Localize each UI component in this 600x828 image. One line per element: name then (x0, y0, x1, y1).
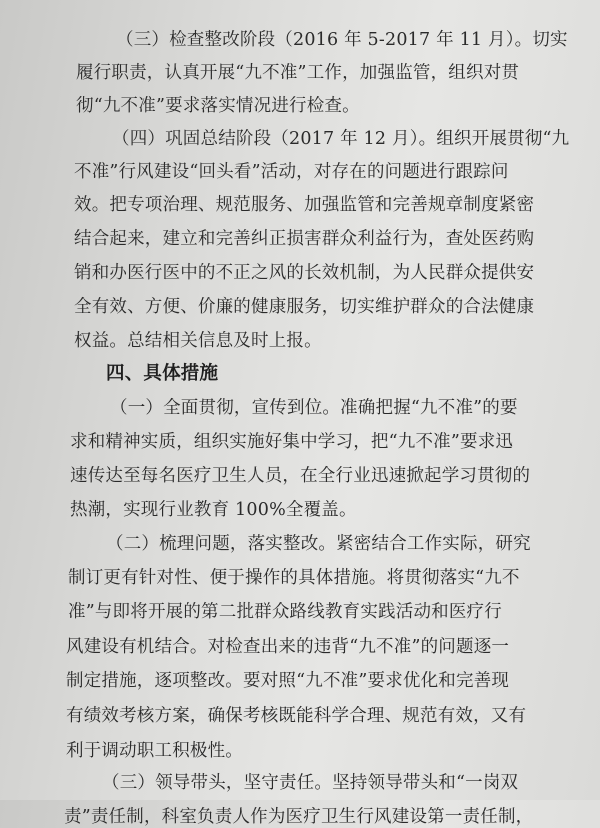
text-line: （二）梳理问题，落实整改。紧密结合工作实际，研究 (106, 534, 531, 554)
text-line: 风建设有机结合。对检查出来的违背“九不准”的问题逐一 (66, 637, 510, 657)
text-line: 销和办医行医中的不正之风的长效机制，为人民群众提供安 (74, 263, 535, 283)
text-line: 全有效、方便、价廉的健康服务，切实维护群众的合法健康 (74, 297, 535, 317)
text-line: 履行职责，认真开展“九不准”工作，加强监管，组织对贯 (76, 63, 520, 83)
text-line: （四）巩固总结阶段（2017 年 12 月）。组织开展贯彻“九 (112, 129, 570, 149)
text-line: 责”责任制，科室负责人作为医疗卫生行风建设第一责任制， (64, 807, 534, 827)
text-line: （三）检查整改阶段（2016 年 5-2017 年 11 月）。切实 (116, 30, 568, 50)
text-line: 利于调动职工积极性。 (66, 741, 243, 761)
text-line: 权益。总结相关信息及时上报。 (74, 331, 322, 351)
text-line: 求和精神实质，组织实施好集中学习，把“九不准”要求迅 (70, 432, 514, 452)
text-line: 热潮，实现行业教育 100%全覆盖。 (70, 500, 357, 520)
text-line: 结合起来，建立和完善纠正损害群众利益行为，查处医药购 (74, 229, 535, 249)
text-line: 效。把专项治理、规范服务、加强监管和完善规章制度紧密 (74, 195, 535, 215)
text-line: 彻“九不准”要求落实情况进行检查。 (76, 96, 360, 116)
text-line: 制订更有针对性、便于操作的具体措施。将贯彻落实“九不 (68, 568, 520, 588)
text-line: 有绩效考核方案，确保考核既能科学合理、规范有效，又有 (66, 706, 527, 726)
section-heading: 四、具体措施 (106, 363, 219, 384)
text-line: （三）领导带头，坚守责任。坚持领导带头和“一岗双 (102, 773, 519, 793)
text-line: 制定措施，逐项整改。要对照“九不准”要求优化和完善现 (66, 671, 510, 691)
text-line: 速传达至每名医疗卫生人员，在全行业迅速掀起学习贯彻的 (70, 466, 531, 486)
text-line: 不准”行风建设“回头看”活动，对存在的问题进行跟踪问 (74, 162, 509, 182)
text-line: （一）全面贯彻，宣传到位。准确把握“九不准”的要 (110, 398, 518, 418)
text-line: 准”与即将开展的第二批群众路线教育实践活动和医疗行 (68, 602, 502, 622)
